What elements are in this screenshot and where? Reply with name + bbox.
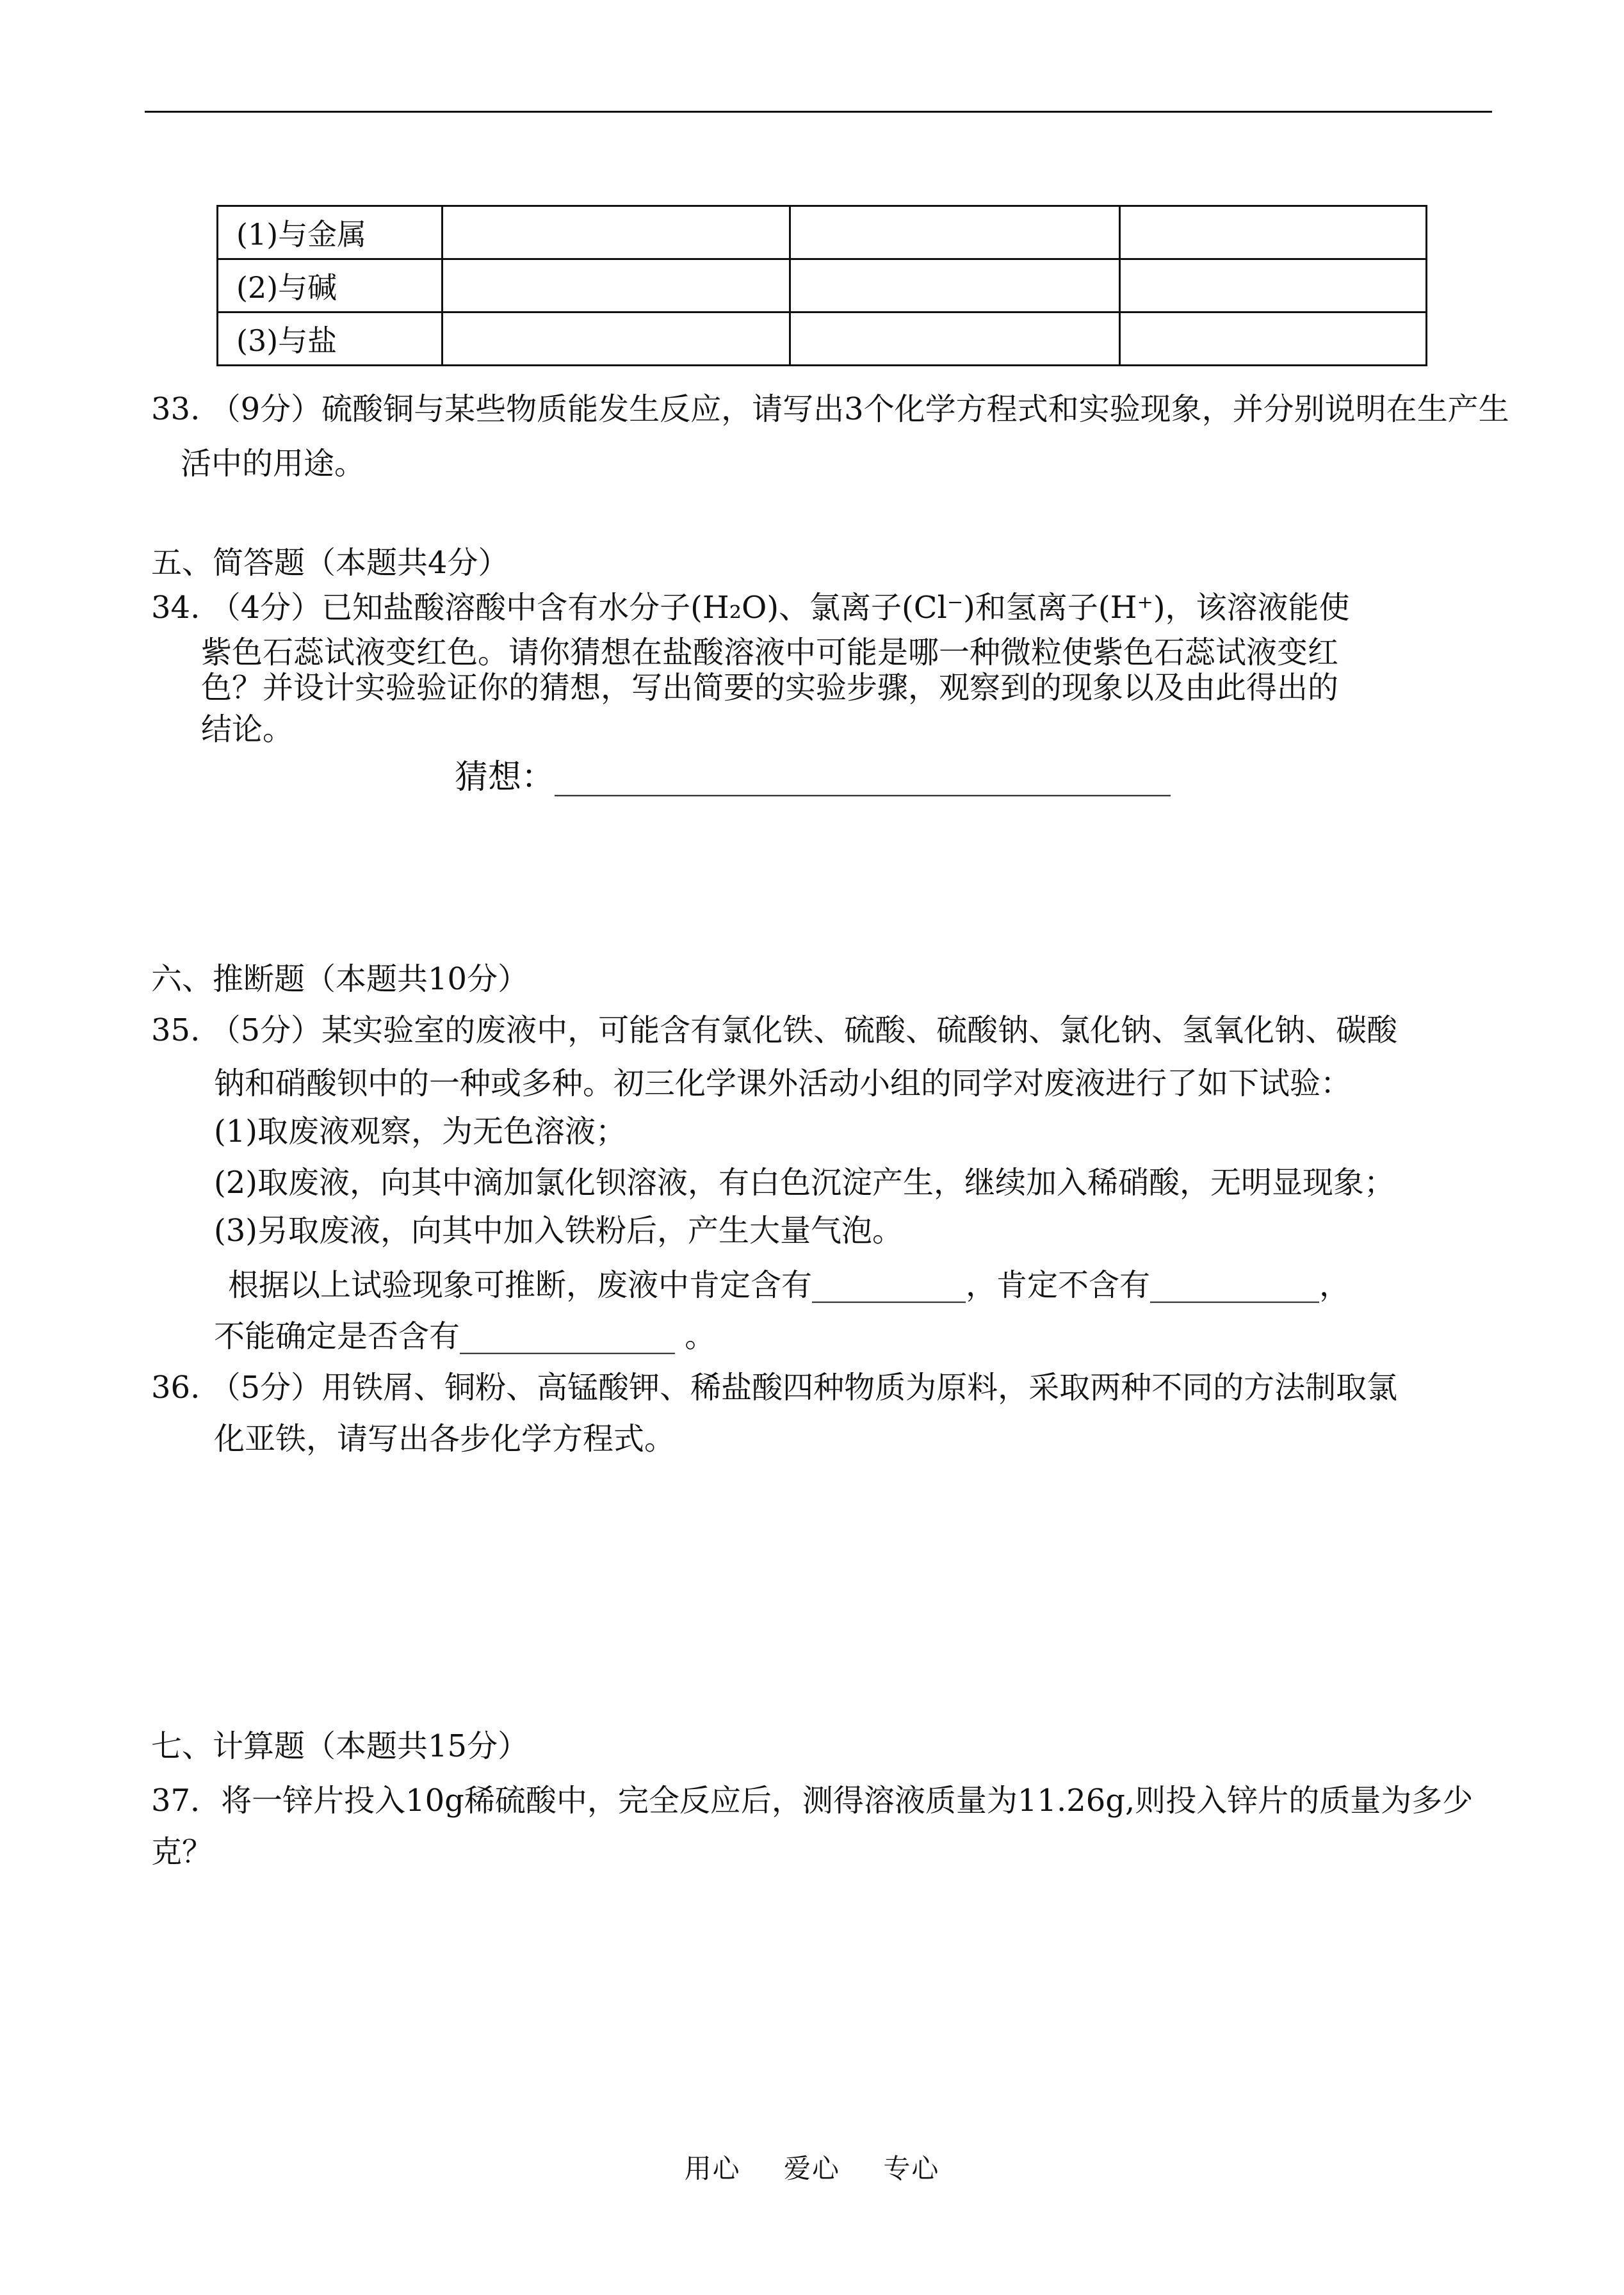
table-cell xyxy=(443,206,790,259)
q36-line1: 36. （5分）用铁屑、铜粉、高锰酸钾、稀盐酸四种物质为原料，采取两种不同的方法制取氯 xyxy=(151,1370,1398,1406)
q35-step3: (3)另取废液，向其中加入铁粉后，产生大量气泡。 xyxy=(214,1213,903,1249)
table-cell xyxy=(1120,312,1427,366)
footer-text: 用心 xyxy=(684,2153,741,2184)
table-cell-label: (1)与金属 xyxy=(218,206,443,259)
q34-line2: 紫色石蕊试液变红色。请你猜想在盐酸溶液中可能是哪一种微粒使紫色石蕊试液变红 xyxy=(201,635,1339,670)
table-cell xyxy=(1120,259,1427,312)
page-footer xyxy=(0,2148,1624,2186)
reaction-table xyxy=(216,205,1427,366)
q35-step1: (1)取废液观察，为无色溶液； xyxy=(214,1114,626,1149)
q35-conclusion1: 根据以上试验现象可推断，废液中肯定含有__________，肯定不含有___________， xyxy=(228,1267,1351,1303)
table-cell xyxy=(790,259,1120,312)
table-row xyxy=(218,259,1427,312)
q36-line2: 化亚铁，请写出各步化学方程式。 xyxy=(214,1421,676,1457)
q33-line2: 活中的用途。 xyxy=(181,446,366,482)
table-cell xyxy=(443,259,790,312)
q35-line2: 钠和硝酸钡中的一种或多种。初三化学课外活动小组的同学对废液进行了如下试验： xyxy=(214,1066,1352,1101)
q34-line1: 34. （4分）已知盐酸溶酸中含有水分子(H₂O)、氯离子(Cl⁻)和氢离子(H⁺)，该溶液能使 xyxy=(151,590,1350,626)
q37-line2: 克？ xyxy=(151,1834,213,1870)
table-cell xyxy=(790,312,1120,366)
q35-line1: 35. （5分）某实验室的废液中，可能含有氯化铁、硫酸、硫酸钠、氯化钠、氢氧化钠、碳酸 xyxy=(151,1012,1398,1048)
table-cell xyxy=(443,312,790,366)
q37-line1: 37．将一锌片投入10g稀硫酸中，完全反应后，测得溶液质量为11.26g,则投入锌片的质量为多少 xyxy=(151,1783,1474,1819)
footer-text: 专心 xyxy=(883,2153,940,2184)
table-cell-label: (2)与碱 xyxy=(218,259,443,312)
header-rule xyxy=(145,111,1492,113)
section-6-heading: 六、推断题（本题共10分） xyxy=(151,961,529,997)
q34-line3: 色？并设计实验验证你的猜想，写出简要的实验步骤，观察到的现象以及由此得出的 xyxy=(201,670,1339,706)
table-cell-label: (3)与盐 xyxy=(218,312,443,366)
section-5-heading: 五、简答题（本题共4分） xyxy=(151,545,509,581)
table-row xyxy=(218,312,1427,366)
footer-text: 爱心 xyxy=(783,2153,840,2184)
q34-line4: 结论。 xyxy=(201,711,294,747)
table-cell xyxy=(1120,206,1427,259)
table-row xyxy=(218,206,1427,259)
section-7-heading: 七、计算题（本题共15分） xyxy=(151,1728,529,1764)
table-cell xyxy=(790,206,1120,259)
q35-step2: (2)取废液，向其中滴加氯化钡溶液，有白色沉淀产生，继续加入稀硝酸，无明显现象； xyxy=(214,1165,1395,1201)
q34-guess: 猜想：_____________________________________ xyxy=(455,758,1171,797)
q33-line1: 33. （9分）硫酸铜与某些物质能发生反应，请写出3个化学方程式和实验现象，并分别说明在生产生 xyxy=(151,391,1509,427)
q35-conclusion2: 不能确定是否含有______________ 。 xyxy=(214,1318,716,1354)
